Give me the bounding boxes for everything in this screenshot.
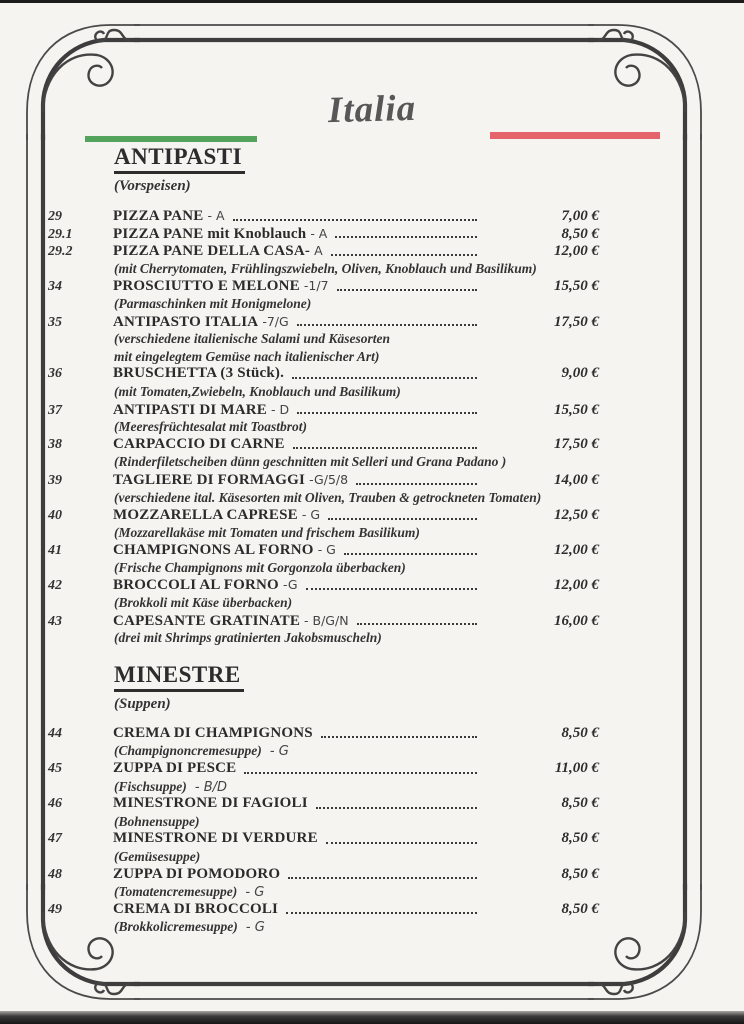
item-description: (mit Tomaten,Zwiebeln, Knoblauch und Basilikum) [114,383,401,399]
item-description: (Brokkoli mit Käse überbacken) [114,595,293,611]
item-price: 7,00 € [561,208,599,224]
item-description: (Tomatencremesuppe) - G [114,884,265,901]
item-description: (Brokkolicremesuppe) - G [114,919,265,936]
dotted-leader [292,377,477,379]
item-allergen-code: - G [317,542,336,558]
item-allergen-code: A [314,243,323,259]
dotted-leader [335,236,477,238]
item-description: (verschiedene ital. Käsesorten mit Oliven, Trauben & getrockneten Tomaten) [114,489,542,505]
item-description: (drei mit Shrimps gratinierten Jakobsmuscheln) [114,630,382,646]
item-allergen-code: - G [265,744,289,760]
dotted-leader [233,219,477,221]
item-name: CREMA DI CHAMPIGNONS [113,724,313,741]
dotted-leader [328,518,477,520]
menu-content [48,144,610,936]
menu-item-row [48,830,610,848]
menu-item-row [48,242,610,260]
item-name: ANTIPASTI DI MARE - D [113,401,290,418]
item-number: 40 [48,508,62,524]
item-allergen-code: - B/G/N [304,612,349,628]
item-number: 37 [48,402,62,418]
item-name: TAGLIERE DI FORMAGGI -G/5/8 [113,471,349,488]
section-items [48,725,610,936]
item-price: 15,50 € [554,278,599,295]
flag-bar-red [490,132,660,139]
dotted-leader [321,736,477,738]
item-description: (Parmaschinken mit Honigmelone) [114,295,312,311]
item-description: (Gemüsesuppe) [114,849,201,864]
menu-item-row [48,725,610,743]
item-price: 12,50 € [554,507,599,524]
item-number: 35 [48,314,62,330]
item-name: PIZZA PANE DELLA CASA- A [113,243,323,260]
menu-item-row [48,436,610,454]
item-allergen-code: - A [207,208,225,223]
menu-item-row [48,576,610,594]
dotted-leader [316,807,477,809]
menu-item-row [48,471,610,489]
item-price: 12,00 € [554,243,599,260]
item-name: ANTIPASTO ITALIA -7/G [113,313,289,330]
item-name: CAPESANTE GRATINATE - B/G/N [113,612,349,629]
item-name: ZUPPA DI POMODORO [113,865,281,882]
item-name: PIZZA PANE mit Knoblauch - A [113,225,328,242]
item-price: 8,50 € [561,900,599,917]
item-name: BRUSCHETTA (3 Stück). [113,365,285,382]
menu-item-row [48,207,610,225]
item-description: (Bohnensuppe) [114,813,200,829]
dotted-leader [337,289,477,291]
menu-item-row [48,313,610,331]
item-name: MOZZARELLA CAPRESE - G [113,507,321,524]
item-allergen-code: -7/G [262,313,289,329]
item-number: 41 [48,543,62,559]
dotted-leader [326,842,477,844]
dotted-leader [244,772,477,774]
item-name: ZUPPA DI PESCE [113,760,237,777]
item-allergen-code: -G/5/8 [309,471,349,487]
item-number: 36 [48,366,62,382]
item-allergen-code: - G [241,885,265,901]
item-number: 48 [48,866,62,882]
section-subtitle: (Vorspeisen) [114,178,191,194]
item-number: 29.2 [48,244,73,260]
menu-item-row [48,866,610,884]
dotted-leader [288,877,477,879]
menu-item-row [48,506,610,524]
item-allergen-code: - D [270,401,290,417]
dotted-leader [306,588,477,590]
menu-item-row [48,277,610,295]
item-allergen-code: - G [301,507,321,523]
item-number: 45 [48,761,62,777]
dotted-leader [286,912,477,914]
item-description: mit eingelegtem Gemüse nach italienischer Art) [114,348,380,364]
item-description: (Fischsuppe) - B/D [114,778,228,795]
item-name: CHAMPIGNONS AL FORNO - G [113,542,336,559]
item-name: PROSCIUTTO E MELONE -1/7 [113,278,329,295]
item-description: (Frische Champignons mit Gorgonzola überbacken) [114,559,406,575]
item-price: 8,50 € [561,865,599,882]
item-number: 39 [48,472,62,488]
menu-item-row [48,612,610,630]
item-number: 29.1 [48,226,73,242]
item-name: MINESTRONE DI FAGIOLI [113,795,308,812]
item-number: 34 [48,279,62,295]
item-price: 17,50 € [554,435,599,452]
item-price: 16,00 € [554,612,599,629]
section-items [48,207,610,647]
item-allergen-code: - A [310,225,328,241]
menu-item-row [48,541,610,559]
item-allergen-code: -1/7 [303,278,329,294]
item-description: (Champignoncremesuppe) - G [114,743,289,760]
dotted-leader [297,412,477,414]
item-price: 12,00 € [554,542,599,559]
menu-item-row [48,760,610,778]
item-allergen-code: -G [282,577,298,593]
menu-item-row [48,901,610,919]
dotted-leader [297,324,477,326]
item-name: BROCCOLI AL FORNO -G [113,577,298,594]
item-description: (verschiedene italienische Salami und Käsesorten [114,331,391,347]
item-number: 46 [48,796,62,812]
item-description: (Mozzarellakäse mit Tomaten und frischem Basilikum) [114,524,420,540]
item-description: (Rinderfiletscheiben dünn geschnitten mit Selleri und Grana Padano ) [114,454,507,470]
menu-section-minestre [48,662,610,936]
item-description: (Meeresfrüchtesalat mit Toastbrot) [114,419,308,435]
item-price: 8,50 € [561,795,599,812]
dotted-leader [344,553,477,555]
item-number: 29 [48,209,62,224]
item-price: 17,50 € [554,313,599,330]
item-price: 11,00 € [554,760,599,777]
section-title: MINESTRE [114,662,244,692]
item-allergen-code: - G [241,920,265,936]
item-price: 8,50 € [561,724,599,741]
dotted-leader [356,483,477,485]
menu-item-row [48,795,610,813]
item-number: 49 [48,901,62,917]
menu-item-row [48,225,610,243]
item-number: 42 [48,578,62,594]
item-number: 38 [48,436,62,452]
item-allergen-code: - B/D [190,779,228,795]
item-price: 8,50 € [561,225,599,242]
item-name: MINESTRONE DI VERDURE [113,830,318,847]
item-price: 9,00 € [561,365,599,382]
dotted-leader [293,447,477,449]
dotted-leader [331,254,477,256]
item-price: 12,00 € [554,577,599,594]
menu-item-row [48,365,610,383]
item-number: 43 [48,613,62,629]
item-price: 8,50 € [561,830,599,847]
item-name: CARPACCIO DI CARNE [113,435,285,452]
dotted-leader [357,623,477,625]
menu-section-antipasti [48,144,610,647]
section-subtitle: (Suppen) [114,695,171,712]
item-number: 44 [48,725,62,741]
item-name: PIZZA PANE - A [113,208,225,224]
item-name: CREMA DI BROCCOLI [113,900,279,917]
item-number: 47 [48,831,62,847]
menu-item-row [48,401,610,419]
section-title: ANTIPASTI [114,144,245,174]
item-description: (mit Cherrytomaten, Frühlingszwiebeln, Oliven, Knoblauch und Basilikum) [114,260,537,276]
item-price: 15,50 € [554,401,599,418]
item-price: 14,00 € [554,471,599,488]
restaurant-name: Italia [327,87,417,132]
